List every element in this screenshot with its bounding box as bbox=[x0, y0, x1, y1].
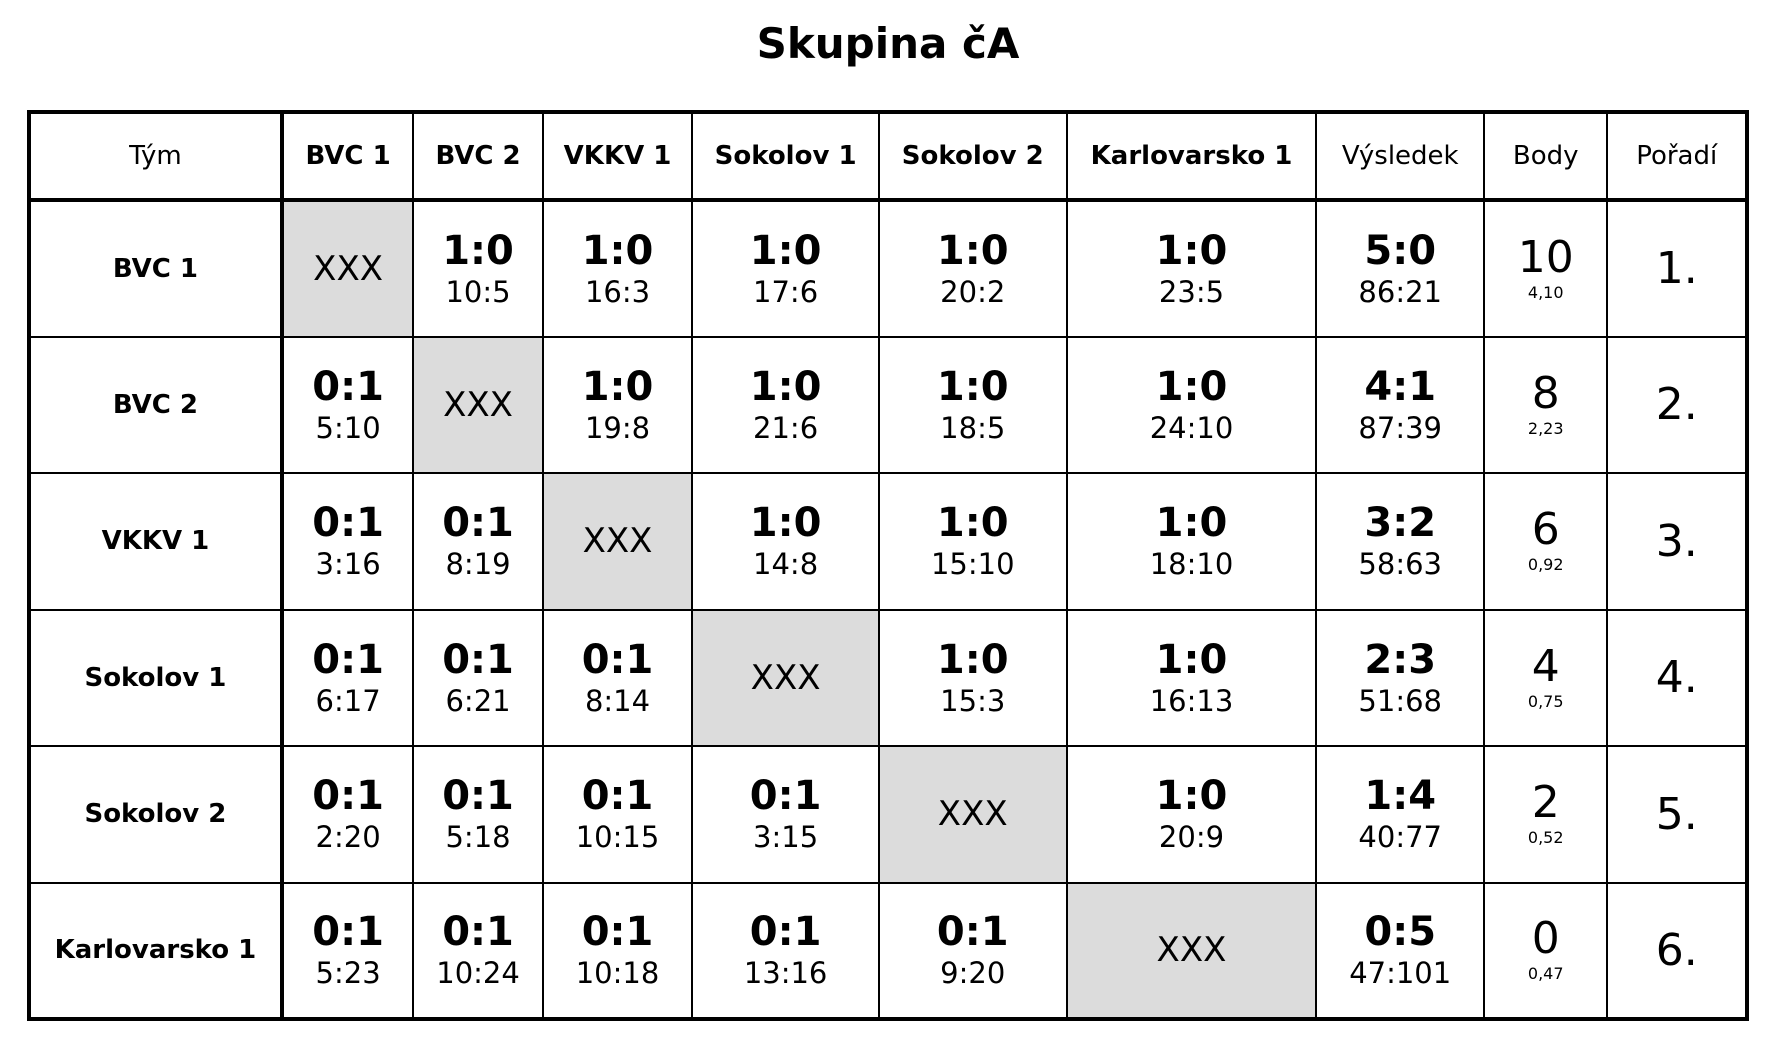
match-result: 0:1 bbox=[749, 909, 822, 956]
total-score: 58:63 bbox=[1358, 547, 1442, 582]
match-cell bbox=[1067, 200, 1317, 337]
match-result: 1:0 bbox=[1155, 636, 1228, 683]
match-score: 2:20 bbox=[315, 820, 381, 855]
match-score: 20:2 bbox=[940, 274, 1006, 309]
match-result: 0:1 bbox=[312, 636, 384, 683]
match-cell bbox=[282, 746, 413, 883]
match-cell bbox=[1067, 473, 1317, 610]
match-cell bbox=[1067, 337, 1317, 474]
total-cell bbox=[1316, 473, 1484, 610]
match-result: 1:0 bbox=[1155, 363, 1228, 410]
header-result: Výsledek bbox=[1316, 112, 1484, 200]
match-score: 10:18 bbox=[575, 956, 660, 991]
table-row bbox=[29, 746, 1747, 883]
match-cell bbox=[543, 610, 693, 747]
match-score: 5:10 bbox=[315, 410, 381, 445]
match-cell bbox=[879, 473, 1067, 610]
match-cell bbox=[413, 746, 542, 883]
score-ratio: 0,52 bbox=[1527, 828, 1564, 848]
match-result: 0:1 bbox=[312, 773, 384, 820]
match-score: 16:13 bbox=[1149, 683, 1234, 718]
header-row bbox=[29, 112, 1747, 200]
match-score: 5:18 bbox=[445, 820, 511, 855]
match-cell bbox=[879, 883, 1067, 1020]
match-score: 17:6 bbox=[753, 274, 819, 309]
match-cell bbox=[282, 883, 413, 1020]
match-cell bbox=[282, 473, 413, 610]
total-score: 47:101 bbox=[1349, 956, 1452, 991]
header-opponent: VKKV 1 bbox=[543, 112, 693, 200]
table-body bbox=[29, 200, 1747, 1019]
match-cell bbox=[692, 746, 879, 883]
match-result: 0:1 bbox=[442, 500, 514, 547]
points-cell bbox=[1484, 337, 1607, 474]
total-score: 87:39 bbox=[1358, 410, 1442, 445]
match-score: 3:16 bbox=[315, 547, 381, 582]
match-score: 15:3 bbox=[940, 683, 1006, 718]
table-row bbox=[29, 200, 1747, 337]
rank-cell: 6. bbox=[1607, 883, 1747, 1020]
header-points: Body bbox=[1484, 112, 1607, 200]
rank-cell: 3. bbox=[1607, 473, 1747, 610]
match-result: 0:1 bbox=[581, 909, 654, 956]
team-name: BVC 1 bbox=[29, 200, 282, 337]
score-ratio: 0,92 bbox=[1527, 555, 1564, 575]
total-cell bbox=[1316, 337, 1484, 474]
total-result: 2:3 bbox=[1364, 636, 1437, 683]
total-cell bbox=[1316, 200, 1484, 337]
score-ratio: 0,47 bbox=[1527, 964, 1564, 984]
match-cell bbox=[879, 610, 1067, 747]
team-name: Sokolov 2 bbox=[29, 746, 282, 883]
points-cell bbox=[1484, 746, 1607, 883]
results-table bbox=[27, 110, 1749, 1021]
match-score: 8:14 bbox=[584, 683, 651, 718]
match-score: 23:5 bbox=[1158, 274, 1225, 309]
total-score: 51:68 bbox=[1358, 683, 1442, 718]
match-cell bbox=[692, 200, 879, 337]
match-cell bbox=[413, 473, 542, 610]
table-row bbox=[29, 473, 1747, 610]
match-result: 0:1 bbox=[442, 909, 514, 956]
match-result: 0:1 bbox=[581, 636, 654, 683]
match-cell bbox=[879, 200, 1067, 337]
total-cell bbox=[1316, 610, 1484, 747]
match-score: 10:15 bbox=[575, 820, 660, 855]
match-cell bbox=[413, 200, 542, 337]
match-result: 0:1 bbox=[749, 773, 822, 820]
match-cell bbox=[413, 610, 542, 747]
match-score: 19:8 bbox=[584, 410, 651, 445]
header-opponent: Karlovarsko 1 bbox=[1067, 112, 1317, 200]
table-row bbox=[29, 883, 1747, 1020]
points-value: 10 bbox=[1517, 231, 1574, 283]
match-cell bbox=[1067, 610, 1317, 747]
total-score: 40:77 bbox=[1358, 820, 1442, 855]
match-result: 0:1 bbox=[581, 773, 654, 820]
points-value: 0 bbox=[1531, 913, 1560, 965]
match-result: 1:0 bbox=[936, 500, 1009, 547]
table-row bbox=[29, 337, 1747, 474]
match-result: 1:0 bbox=[936, 636, 1009, 683]
match-result: 1:0 bbox=[936, 363, 1009, 410]
score-ratio: 2,23 bbox=[1527, 418, 1564, 438]
diagonal-cell: XXX bbox=[879, 746, 1067, 883]
diagonal-cell: XXX bbox=[543, 473, 693, 610]
diagonal-cell: XXX bbox=[692, 610, 879, 747]
total-result: 4:1 bbox=[1364, 363, 1437, 410]
points-cell bbox=[1484, 610, 1607, 747]
points-cell bbox=[1484, 473, 1607, 610]
score-ratio: 0,75 bbox=[1527, 691, 1564, 711]
match-cell bbox=[692, 473, 879, 610]
score-ratio: 4,10 bbox=[1527, 282, 1564, 302]
total-score: 86:21 bbox=[1358, 274, 1442, 309]
match-result: 1:0 bbox=[749, 363, 822, 410]
match-score: 21:6 bbox=[753, 410, 819, 445]
match-cell bbox=[1067, 746, 1317, 883]
match-result: 1:0 bbox=[581, 363, 654, 410]
total-result: 0:5 bbox=[1364, 909, 1437, 956]
match-score: 24:10 bbox=[1149, 410, 1234, 445]
match-score: 8:19 bbox=[445, 547, 511, 582]
header-opponent: BVC 1 bbox=[282, 112, 413, 200]
total-cell bbox=[1316, 746, 1484, 883]
team-name: VKKV 1 bbox=[29, 473, 282, 610]
team-name: Karlovarsko 1 bbox=[29, 883, 282, 1020]
match-score: 18:5 bbox=[940, 410, 1006, 445]
total-result: 5:0 bbox=[1364, 227, 1437, 274]
match-result: 1:0 bbox=[442, 227, 514, 274]
page-title: Skupina čA bbox=[756, 19, 1020, 68]
points-value: 4 bbox=[1531, 640, 1560, 692]
match-score: 16:3 bbox=[584, 274, 651, 309]
total-cell bbox=[1316, 883, 1484, 1020]
match-result: 0:1 bbox=[312, 500, 384, 547]
header-team: Tým bbox=[29, 112, 282, 200]
match-cell bbox=[543, 337, 693, 474]
points-cell bbox=[1484, 883, 1607, 1020]
match-cell bbox=[879, 337, 1067, 474]
match-result: 1:0 bbox=[1155, 227, 1228, 274]
diagonal-cell: XXX bbox=[1067, 883, 1317, 1020]
rank-cell: 4. bbox=[1607, 610, 1747, 747]
match-result: 0:1 bbox=[936, 909, 1009, 956]
match-cell bbox=[282, 610, 413, 747]
points-cell bbox=[1484, 200, 1607, 337]
match-cell bbox=[413, 883, 542, 1020]
match-result: 0:1 bbox=[312, 909, 384, 956]
diagonal-cell: XXX bbox=[282, 200, 413, 337]
match-score: 6:17 bbox=[315, 683, 381, 718]
match-score: 5:23 bbox=[315, 956, 381, 991]
match-score: 10:24 bbox=[436, 956, 520, 991]
diagonal-cell: XXX bbox=[413, 337, 542, 474]
match-result: 1:0 bbox=[749, 227, 822, 274]
team-name: BVC 2 bbox=[29, 337, 282, 474]
match-score: 18:10 bbox=[1149, 547, 1234, 582]
header-opponent: Sokolov 2 bbox=[879, 112, 1067, 200]
match-result: 1:0 bbox=[749, 500, 822, 547]
points-value: 6 bbox=[1531, 504, 1560, 556]
total-result: 3:2 bbox=[1364, 500, 1437, 547]
match-result: 0:1 bbox=[312, 363, 384, 410]
match-result: 0:1 bbox=[442, 636, 514, 683]
match-score: 15:10 bbox=[930, 547, 1015, 582]
match-result: 1:0 bbox=[581, 227, 654, 274]
match-cell bbox=[543, 883, 693, 1020]
match-cell bbox=[543, 200, 693, 337]
table-row bbox=[29, 610, 1747, 747]
match-cell bbox=[282, 337, 413, 474]
match-score: 6:21 bbox=[445, 683, 511, 718]
points-value: 8 bbox=[1531, 367, 1560, 419]
match-cell bbox=[692, 883, 879, 1020]
rank-cell: 1. bbox=[1607, 200, 1747, 337]
match-score: 14:8 bbox=[753, 547, 819, 582]
team-name: Sokolov 1 bbox=[29, 610, 282, 747]
match-result: 0:1 bbox=[442, 773, 514, 820]
header-opponent: Sokolov 1 bbox=[692, 112, 879, 200]
points-value: 2 bbox=[1531, 777, 1560, 829]
match-result: 1:0 bbox=[936, 227, 1009, 274]
header-rank: Pořadí bbox=[1607, 112, 1747, 200]
match-score: 20:9 bbox=[1158, 820, 1225, 855]
match-cell bbox=[692, 337, 879, 474]
match-result: 1:0 bbox=[1155, 500, 1228, 547]
total-result: 1:4 bbox=[1364, 773, 1437, 820]
match-result: 1:0 bbox=[1155, 773, 1228, 820]
rank-cell: 2. bbox=[1607, 337, 1747, 474]
rank-cell: 5. bbox=[1607, 746, 1747, 883]
match-score: 9:20 bbox=[940, 956, 1006, 991]
match-score: 13:16 bbox=[743, 956, 828, 991]
header-opponent: BVC 2 bbox=[413, 112, 542, 200]
match-score: 10:5 bbox=[445, 274, 511, 309]
match-score: 3:15 bbox=[753, 820, 819, 855]
match-cell bbox=[543, 746, 693, 883]
